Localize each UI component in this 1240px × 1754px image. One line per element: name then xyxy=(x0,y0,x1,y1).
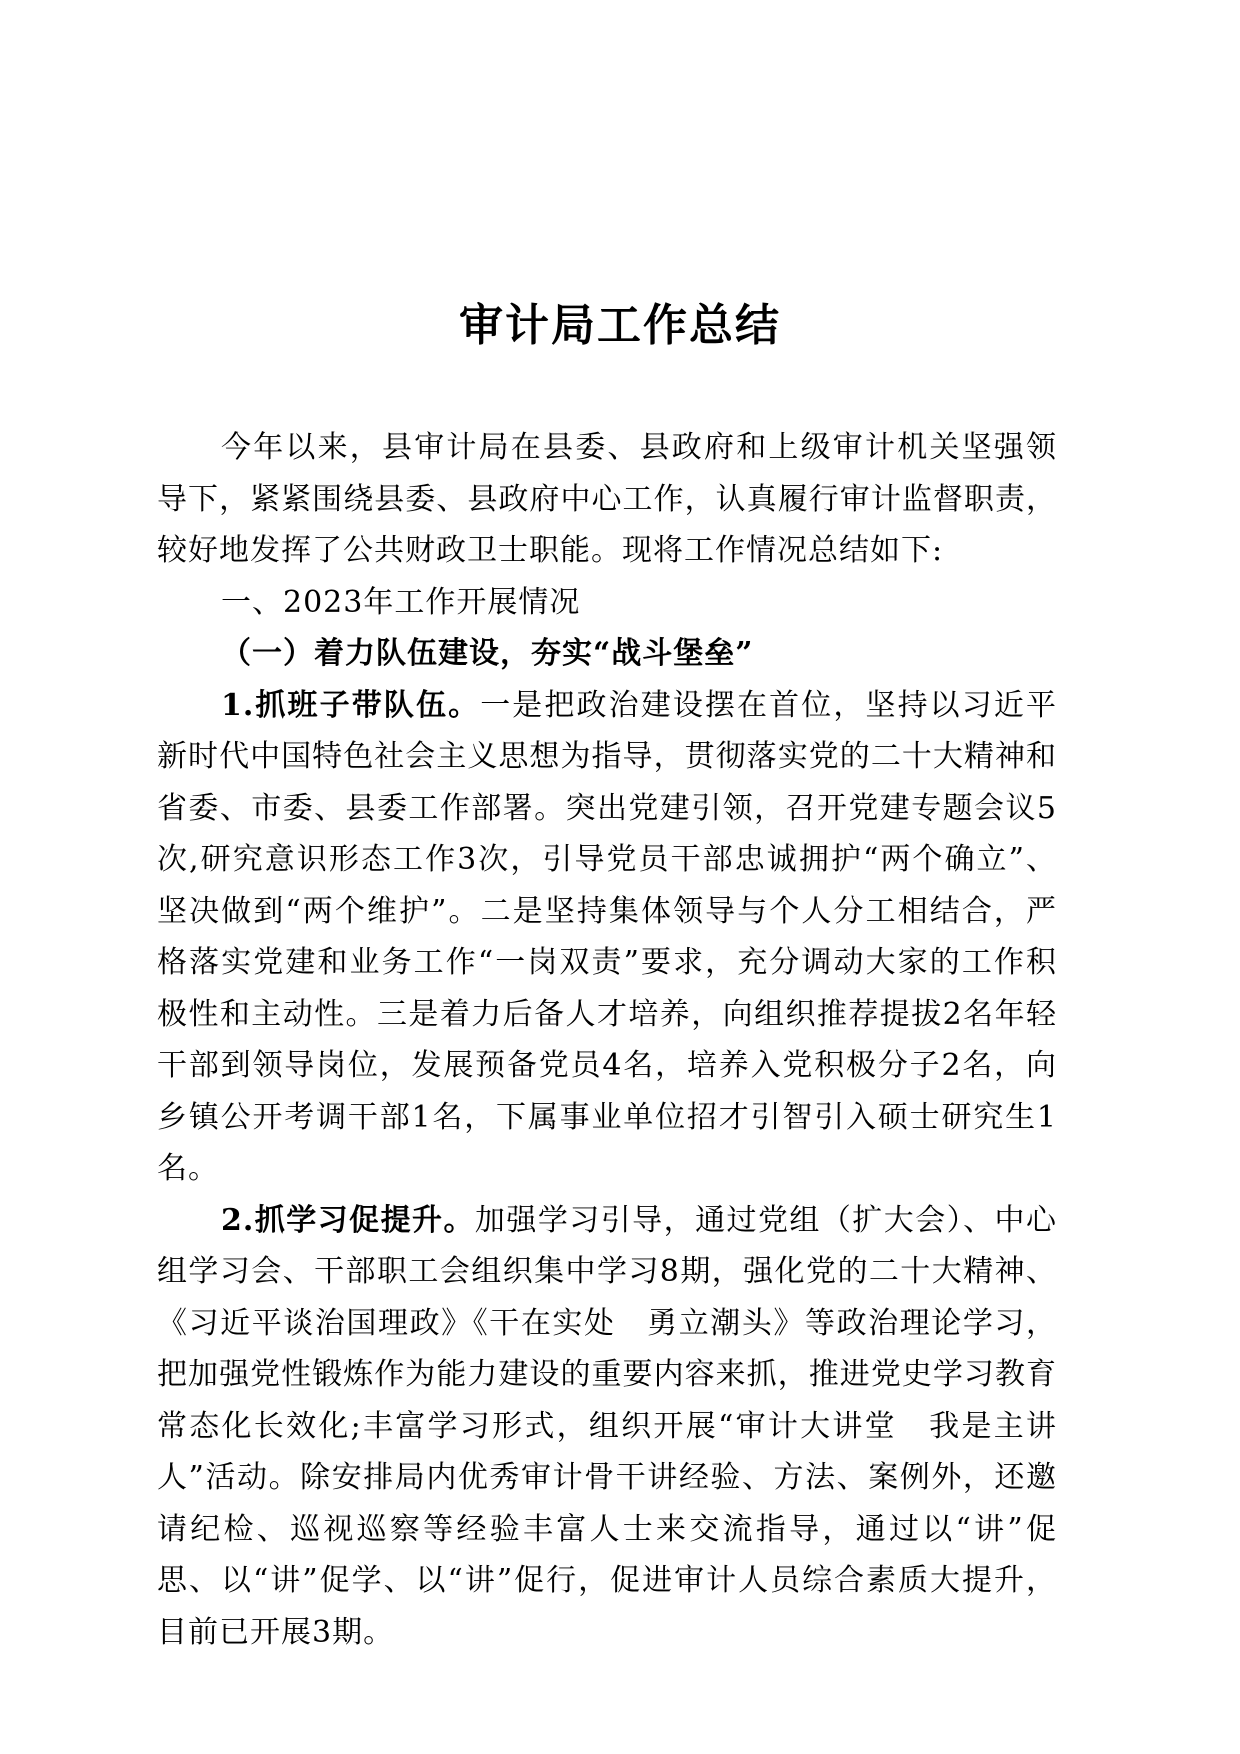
item-lead-2: 2.抓学习促提升。 xyxy=(221,1202,475,1238)
item-paragraph-1 xyxy=(157,680,1057,1195)
document-title: 审计局工作总结 xyxy=(459,300,781,351)
item-paragraph-2 xyxy=(157,1195,1057,1659)
item-lead-1: 1.抓班子带队伍。 xyxy=(221,687,481,723)
intro-paragraph: 今年以来，县审计局在县委、县政府和上级审计机关坚强领导下，紧紧围绕县委、县政府中心工作，认真履行审计监督职责，较好地发挥了公共财政卫士职能。现将工作情况总结如下: xyxy=(157,430,1057,568)
item-text-1: 一是把政治建设摆在首位，坚持以习近平新时代中国特色社会主义思想为指导，贯彻落实党的二十大精神和省委、市委、县委工作部署。突出党建引领，召开党建专题会议5次,研究意识形态工作3次，引导党员干部忠诚拥护“两个确立”、坚决做到“两个维护”。二是坚持集体领导与个人分工相结合，严格落实党建和业务工作“一岗双责”要求，充分调动大家的工作积极性和主动性。三是着力后备人才培养，向组织推荐提拔2名年轻干部到领导岗位，发展预备党员4名，培养入党积极分子2名，向乡镇公开考调干部1名，下属事业单位招才引智引入硕士研究生1名。 xyxy=(157,687,1058,1186)
item-text-2: 加强学习引导，通过党组（扩大会）、中心组学习会、干部职工会组织集中学习8期，强化党的二十大精神、《习近平谈治国理政》《干在实处 勇立潮头》等政治理论学习，把加强党性锻炼作为能力建设的重要内容来抓，推进党史学习教育常态化长效化;丰富学习形式，组织开展“审计大讲堂 我是主讲人”活动。除安排局内优秀审计骨干讲经验、方法、案例外，还邀请纪检、巡视巡察等经验丰富人士来交流指导，通过以“讲”促思、以“讲”促学、以“讲”促行，促进审计人员综合素质大提升，目前已开展3期。 xyxy=(157,1202,1058,1650)
subsection-heading: （一）着力队伍建设，夯实“战斗堡垒” xyxy=(221,636,754,671)
document-body xyxy=(157,422,1057,1658)
section-heading: 一、2023年工作开展情况 xyxy=(221,584,581,620)
